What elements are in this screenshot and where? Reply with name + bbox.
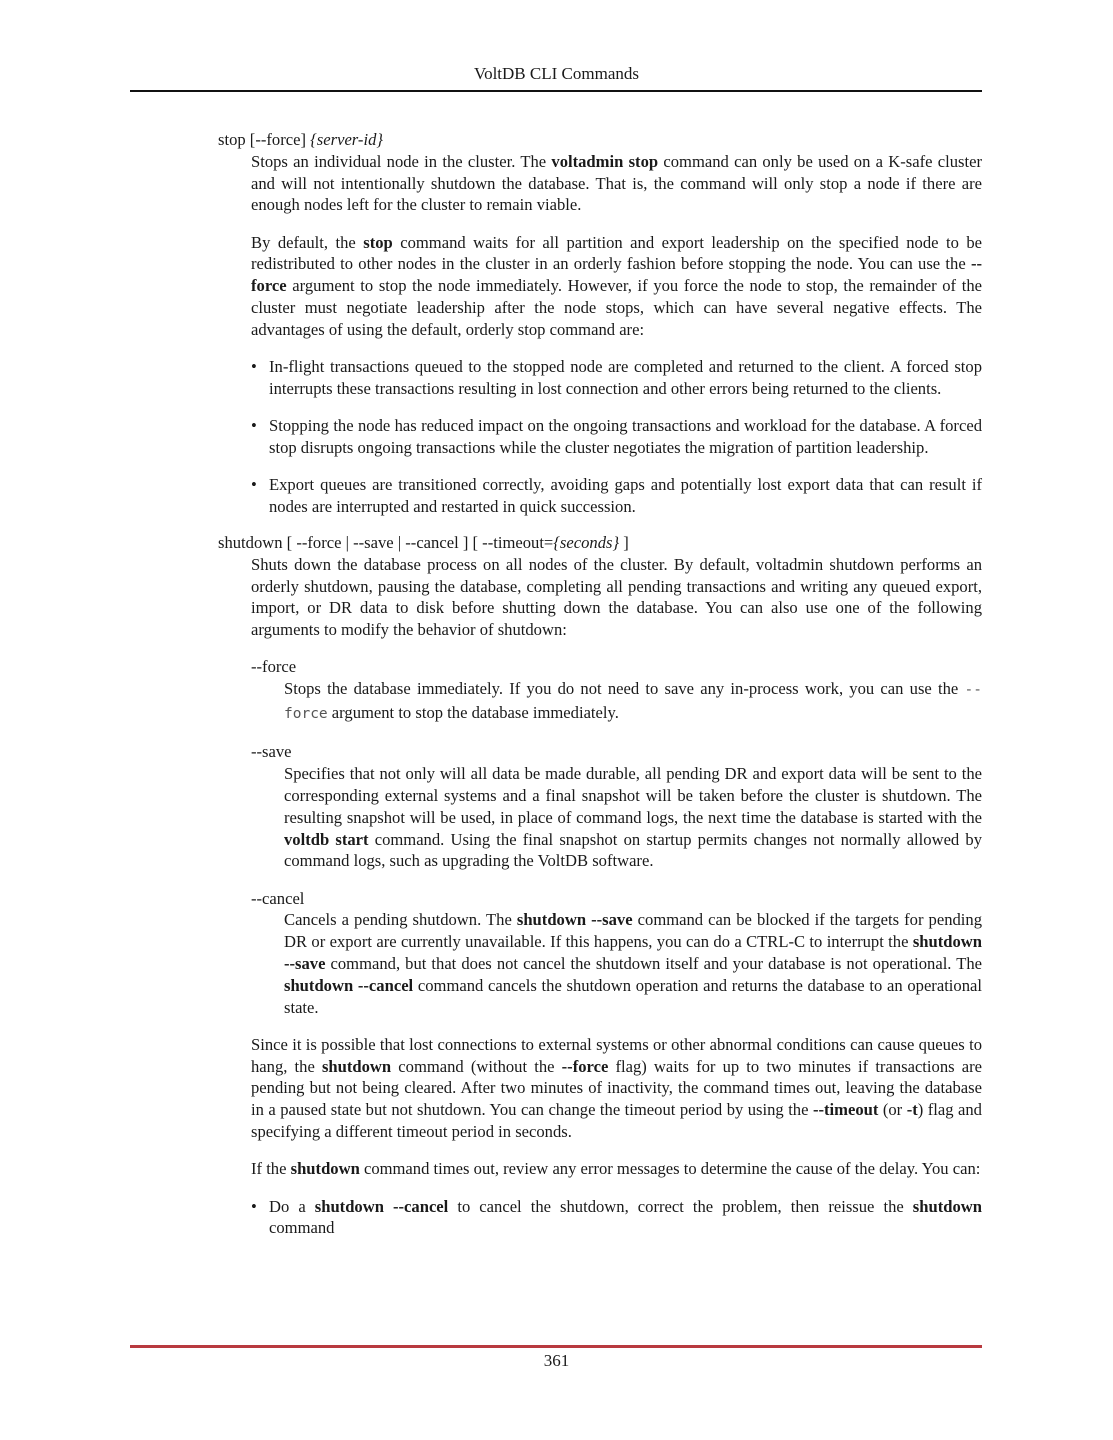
page-header-title: VoltDB CLI Commands [474,64,639,83]
text: command. Using the final snapshot on startup permits changes not normally allowed by command logs, such as upgrading the VoltDB software. [284,829,982,871]
stop-paragraph-1 [251,151,982,216]
list-item [251,1196,982,1240]
list-item-text: In-flight transactions queued to the stopped node are completed and returned to the client. A forced stop interrupts these transactions resulting in lost connection and other errors being returned to the clients. [269,357,982,398]
command-name: shutdown [321,1056,392,1076]
list-item [251,356,982,400]
text: Stops the database immediately. If you do not need to save any in-process work, you can use the [284,679,965,699]
stop-term [218,129,982,151]
list-item-text: Stopping the node has reduced impact on the ongoing transactions and workload for the database. A forced stop disrupts ongoing transactions while the cluster negotiates the migration of partition leadership. [269,416,982,458]
shutdown-intro: Shuts down the database process on all nodes of the cluster. By default, voltadmin shutdown performs an orderly shutdown, pausing the database, completing all pending transactions and writing any queued export, import, or DR data to disk before shutting down the database. You can also use one of the following arguments to modify the behavior of shutdown: [251,554,982,640]
text: command can only be used on a K-safe cluster and will not intentionally shutdown the database. That is, the command will only stop a node if there are enough nodes left for the cluster to remain viable. [251,151,982,215]
list-item-text: Export queues are transitioned correctly, avoiding gaps and potentially lost export data that can result if nodes are interrupted and restarted in quick succession. [269,475,982,517]
timeout-paragraph [251,1034,982,1143]
text: command cancels the shutdown operation and returns the database to an operational state. [284,975,982,1017]
command-name: shutdown [912,1196,982,1216]
text: command, but that does not cancel the shutdown itself and your database is not operational. The [325,954,982,973]
command-name: shutdown --cancel [314,1196,449,1216]
stop-paragraph-2 [251,232,982,341]
footer-rule [130,1345,982,1348]
header-rule [130,90,982,92]
flag-name: -t [906,1100,918,1120]
force-option-term: --force [251,657,297,677]
text: flag) waits for up to two minutes if transactions are pending but not being cleared. After two minutes of inactivity, the command times out, leaving the database in a paused state but not shutdown. You can change the timeout period by using the [251,1056,982,1120]
text: Cancels a pending shutdown. The [284,910,517,930]
text: By default, the [251,232,364,252]
page-content [218,129,982,1253]
shutdown-term-text: ] [619,532,629,552]
text: to cancel the shutdown, correct the problem, then reissue the [448,1196,913,1216]
save-option-term: --save [251,742,292,762]
page-number: 361 [543,1351,570,1370]
shutdown-term-param: {seconds} [553,532,620,552]
stop-definition [251,151,982,518]
text: argument to stop the database immediately. [327,703,619,723]
times-out-paragraph [251,1158,982,1180]
bullet-icon: • [251,475,257,495]
text: command [269,1218,335,1238]
flag-name: --force [561,1056,609,1076]
text: Do a [269,1196,315,1216]
flag-name: --force [251,254,982,296]
save-option-text [284,763,982,872]
text: command times out, review any error messages to determine the cause of the delay. You can: [359,1159,981,1179]
text: command can be blocked if the targets for pending DR or export are currently unavailable. If this happens, you can do a CTRL-C to interrupt the [284,910,982,952]
command-name: shutdown --save [516,910,633,930]
command-name: voltdb start [284,829,369,849]
cancel-option-text [284,909,982,1018]
text: ) flag and specifying a different timeout period in seconds. [251,1100,982,1142]
shutdown-term [218,532,982,554]
flag-name: --timeout [812,1100,879,1120]
text: If the [251,1159,291,1179]
save-option-definition [284,763,982,872]
stop-advantages-list [251,356,982,518]
command-name: stop [363,232,393,252]
text: (or [878,1100,907,1120]
text: Since it is possible that lost connections to external systems or other abnormal conditions can cause queues to hang, the [251,1034,982,1076]
text: Stops an individual node in the cluster. The [251,151,552,171]
force-option-text [284,678,982,726]
bullet-icon: • [251,416,257,436]
text: command waits for all partition and export leadership on the specified node to be redistributed to other nodes in the cluster in an orderly fashion before stopping the node. You can use the [251,232,982,274]
shutdown-definition [251,554,982,1240]
command-name: voltadmin stop [551,151,659,171]
stop-term-param: {server-id} [310,130,383,149]
cancel-option-term: --cancel [251,888,305,908]
bullet-icon: • [251,357,257,377]
text: command (without the [391,1056,562,1076]
list-item [251,415,982,459]
command-name: shutdown [290,1159,360,1179]
shutdown-remedy-list [251,1196,982,1240]
cancel-option-definition [284,909,982,1018]
shutdown-term-text: shutdown [ --force | --save | --cancel ] [ --timeout= [218,532,554,552]
command-name: shutdown --cancel [284,975,414,995]
text: Specifies that not only will all data be made durable, all pending DR and export data will be sent to the corresponding external systems and a final snapshot will be taken before the cluster is shutdown. The resulting snapshot will be used, in place of command logs, the next time the database is started with the [284,764,982,827]
code-literal: --force [284,682,982,723]
text: argument to stop the node immediately. However, if you force the node to stop, the remainder of the cluster must negotiate leadership after the node stops, which can have several negative effects. The advantages of using the default, orderly stop command are: [251,276,982,339]
command-name: shutdown --save [284,932,982,973]
bullet-icon: • [251,1196,257,1216]
list-item [251,474,982,518]
force-option-definition [284,678,982,726]
stop-term-text: stop [--force] [218,130,311,149]
